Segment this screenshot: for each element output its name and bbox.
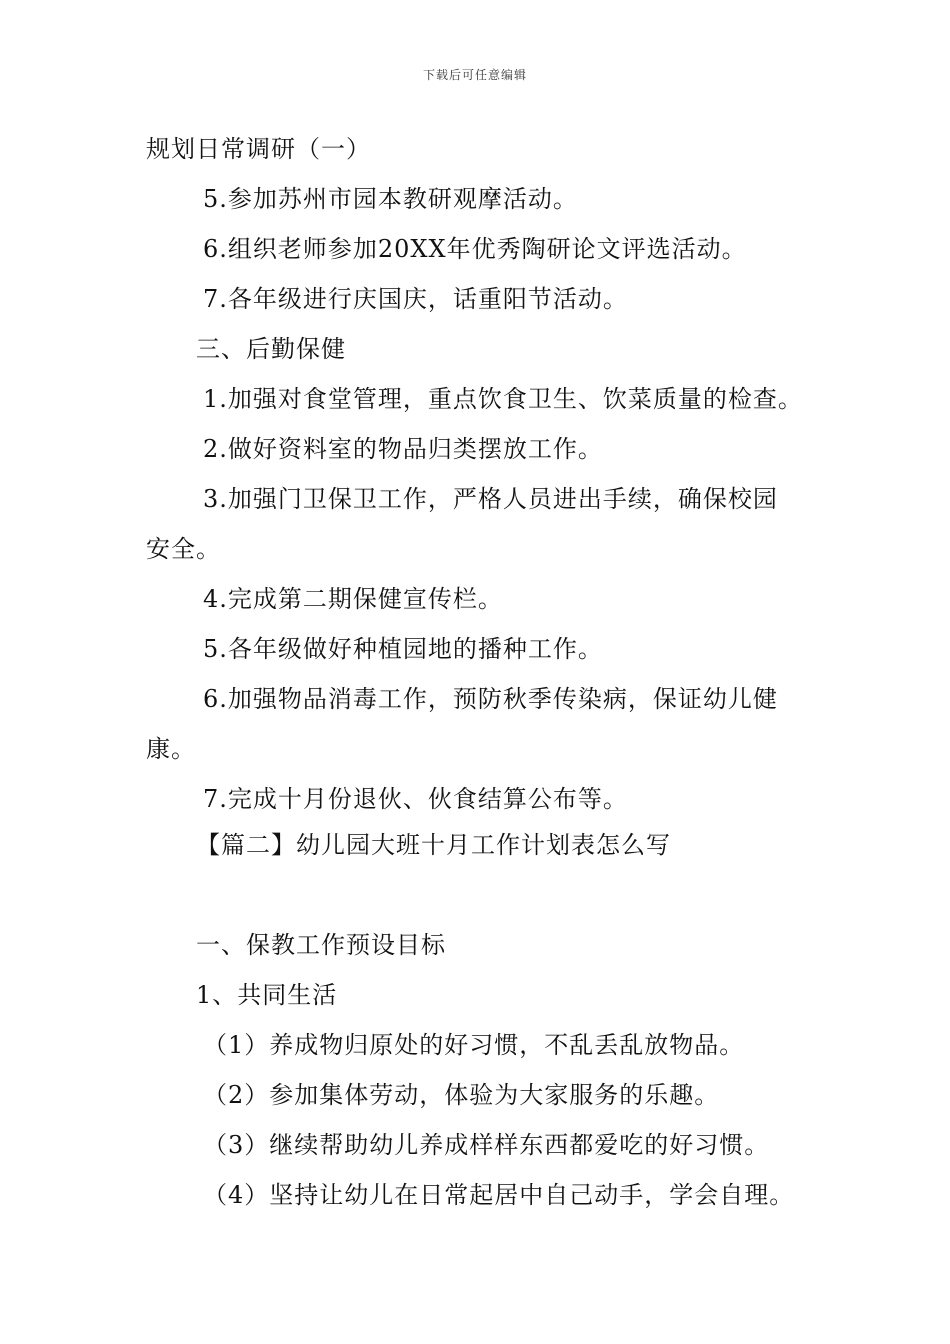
text-line: 5.各年级做好种植园地的播种工作。 <box>203 635 603 663</box>
text-line: 1.加强对食堂管理，重点饮食卫生、饮菜质量的检查。 <box>203 385 803 413</box>
text-line: （1）养成物归原处的好习惯，不乱丢乱放物品。 <box>203 1031 745 1059</box>
text-line: 规划日常调研（一） <box>146 135 371 163</box>
section-heading: 一、保教工作预设目标 <box>196 931 446 959</box>
article-heading: 【篇二】幼儿园大班十月工作计划表怎么写 <box>196 831 671 859</box>
text-line: 4.完成第二期保健宣传栏。 <box>203 585 503 613</box>
text-line: 6.加强物品消毒工作，预防秋季传染病，保证幼儿健 <box>203 685 778 713</box>
text-line: 6.组织老师参加20XX年优秀陶研论文评选活动。 <box>203 235 747 263</box>
subsection-heading: 1、共同生活 <box>196 981 338 1009</box>
text-line: 安全。 <box>146 535 221 563</box>
text-line: （3）继续帮助幼儿养成样样东西都爱吃的好习惯。 <box>203 1131 770 1159</box>
text-line: （4）坚持让幼儿在日常起居中自己动手，学会自理。 <box>203 1181 795 1209</box>
page-header: 下载后可任意编辑 <box>422 68 527 82</box>
text-line: 5.参加苏州市园本教研观摩活动。 <box>203 185 578 213</box>
text-line: （2）参加集体劳动，体验为大家服务的乐趣。 <box>203 1081 720 1109</box>
text-line: 7.各年级进行庆国庆，话重阳节活动。 <box>203 285 628 313</box>
section-heading: 三、后勤保健 <box>196 335 346 363</box>
text-line: 康。 <box>146 735 196 763</box>
text-line: 7.完成十月份退伙、伙食结算公布等。 <box>203 785 628 813</box>
text-line: 2.做好资料室的物品归类摆放工作。 <box>203 435 603 463</box>
text-line: 3.加强门卫保卫工作，严格人员进出手续，确保校园 <box>203 485 778 513</box>
